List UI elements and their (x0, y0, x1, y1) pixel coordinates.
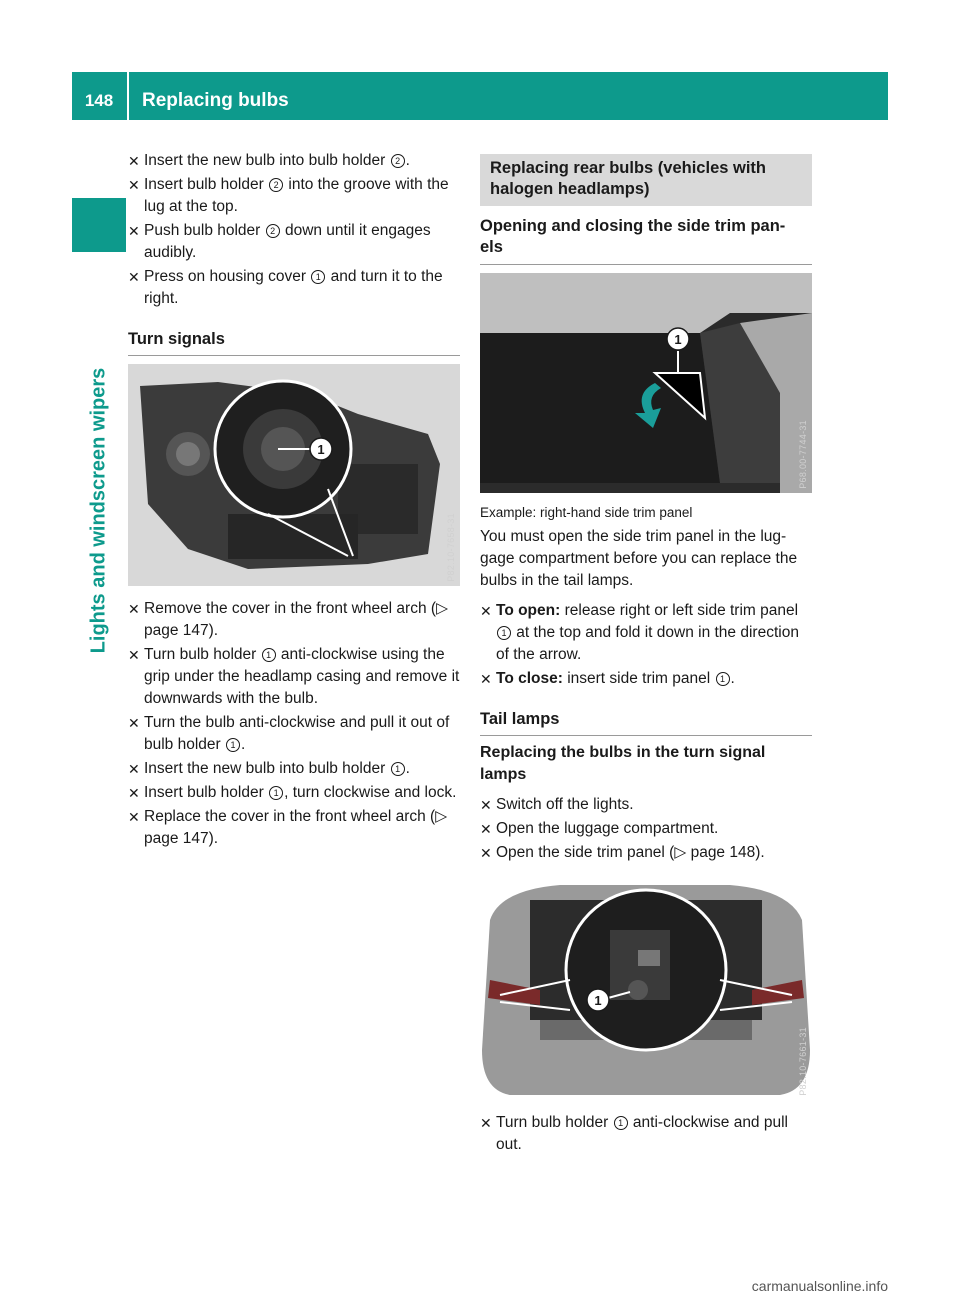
step-text: , turn clockwise and lock. (284, 784, 457, 801)
step-text: . (241, 736, 246, 753)
step (128, 266, 460, 310)
header-divider (127, 72, 129, 120)
side-color-block (72, 198, 126, 252)
step (480, 842, 812, 864)
step-text: Replace the cover in the front wheel arch ( (144, 808, 436, 825)
page-header (72, 72, 888, 120)
steps-bottom (128, 598, 460, 850)
step-marker-icon: ✕ (128, 761, 140, 777)
step-text: Insert the new bulb into bulb holder (144, 152, 390, 169)
step (480, 1112, 812, 1156)
callout-number: 1 (614, 1116, 628, 1130)
side-tab-label: Lights and windscreen wipers (87, 367, 110, 653)
step-marker-icon: ✕ (480, 797, 492, 813)
intro-paragraph: You must open the side trim panel in the lug- gage compartment before you can replace the bulbs in the tail lamps. (480, 528, 798, 589)
callout-number: 1 (391, 762, 405, 776)
step-marker-icon: ✕ (128, 809, 140, 825)
step-text: Open the luggage compartment. (496, 820, 719, 837)
step-text: down until it engages audibly. (144, 222, 431, 261)
step-marker-icon: ✕ (480, 603, 492, 619)
rear-car-illustration (480, 880, 812, 1100)
step (128, 644, 460, 710)
callout-number: 1 (311, 270, 325, 284)
callout-number: 2 (391, 154, 405, 168)
step-text: Turn bulb holder (144, 646, 261, 663)
turn-signals-heading: Turn signals (128, 330, 460, 356)
step-text: release right or left side trim panel (560, 602, 799, 619)
step-text: page 147). (144, 622, 219, 639)
step-marker-icon: ✕ (480, 1115, 492, 1131)
step (128, 150, 460, 172)
luggage-compartment-illustration (480, 273, 812, 493)
trim-panel-figure (480, 273, 812, 493)
step (128, 598, 460, 642)
step-marker-icon: ✕ (128, 177, 140, 193)
steps-top (128, 150, 460, 310)
callout-number: 2 (269, 178, 283, 192)
tail-lamp-figure (480, 880, 812, 1100)
step-text: and turn it to the right. (144, 268, 443, 307)
callout-number: 1 (497, 626, 511, 640)
step-marker-icon: ✕ (128, 785, 140, 801)
figure-code: P82.10-7658-31 (446, 513, 456, 582)
page-ref-icon: ▷ (674, 844, 687, 861)
figure-callout: 1 (674, 332, 682, 347)
step-text: Push bulb holder (144, 222, 265, 239)
step (128, 712, 460, 756)
step-marker-icon: ✕ (128, 715, 140, 731)
step-text: Open the side trim panel ( (496, 844, 675, 861)
step-text: Insert bulb holder (144, 784, 269, 801)
figure-code: P68.00-7744-31 (798, 420, 808, 489)
step-text: . (730, 670, 735, 687)
figure-code: P82.10-7661-31 (798, 1027, 808, 1096)
step-marker-icon: ✕ (128, 269, 140, 285)
step-marker-icon: ✕ (480, 821, 492, 837)
step-text: page 147). (144, 830, 219, 847)
step (128, 758, 460, 780)
callout-number: 1 (716, 672, 730, 686)
steps-end (480, 1112, 812, 1156)
tail-lamps-heading: Tail lamps (480, 710, 812, 736)
page-ref-icon: ▷ (436, 600, 448, 617)
step-text: into the groove with the lug at the top. (144, 176, 449, 215)
turn-signal-lamps-subheading: Replacing the bulbs in the turn signal lamps (480, 744, 766, 783)
side-tab (72, 290, 126, 730)
headlamp-figure (128, 364, 460, 586)
callout-number: 1 (226, 738, 240, 752)
steps-mid (480, 794, 812, 864)
step (128, 174, 460, 218)
step-marker-icon: ✕ (128, 223, 140, 239)
page-number: 148 (84, 91, 114, 110)
step-close (480, 668, 812, 690)
step-text: . (405, 760, 410, 777)
step-marker-icon: ✕ (128, 647, 140, 663)
callout-number: 1 (262, 648, 276, 662)
step-text: Insert the new bulb into bulb holder (144, 760, 390, 777)
step (480, 818, 812, 840)
step-label: To close: (496, 670, 563, 687)
step-text: Turn bulb holder (496, 1114, 613, 1131)
callout-number: 2 (266, 224, 280, 238)
figure-callout: 1 (594, 993, 602, 1008)
side-trim-heading: Opening and closing the side trim pan- els (480, 216, 812, 265)
step-text: Press on housing cover (144, 268, 311, 285)
step (128, 220, 460, 264)
step-text: insert side trim panel (562, 670, 715, 687)
headlamp-illustration (128, 364, 460, 586)
step-text: at the top and fold it down in the direction of the arrow. (496, 624, 799, 663)
rear-bulbs-heading: Replacing rear bulbs (vehicles with halogen headlamps) (480, 154, 812, 206)
callout-number: 1 (269, 786, 283, 800)
watermark: carmanualsonline.info (751, 1278, 888, 1294)
figure-caption: Example: right-hand side trim panel (480, 505, 693, 520)
section-title: Replacing bulbs (142, 90, 289, 111)
step (480, 794, 812, 816)
step-marker-icon: ✕ (480, 671, 492, 687)
step-marker-icon: ✕ (480, 845, 492, 861)
step-text: page 148). (686, 844, 765, 861)
step-marker-icon: ✕ (128, 153, 140, 169)
step-marker-icon: ✕ (128, 601, 140, 617)
step-label: To open: (496, 602, 561, 619)
step (128, 782, 460, 804)
step-text: anti-clockwise and pull out. (496, 1114, 788, 1153)
step-open (480, 600, 812, 666)
step-text: . (405, 152, 410, 169)
step (128, 806, 460, 850)
step-text: Turn the bulb anti-clockwise and pull it out of bulb holder (144, 714, 450, 753)
figure-callout: 1 (317, 442, 325, 457)
step-text: anti-clockwise using the grip under the headlamp casing and remove it downwards with the bulb. (144, 646, 460, 707)
left-column (128, 150, 460, 852)
right-column (480, 150, 812, 1158)
page-ref-icon: ▷ (435, 808, 448, 825)
step-text: Switch off the lights. (496, 796, 634, 813)
step-text: Remove the cover in the front wheel arch ( (144, 600, 437, 617)
step-text: Insert bulb holder (144, 176, 269, 193)
